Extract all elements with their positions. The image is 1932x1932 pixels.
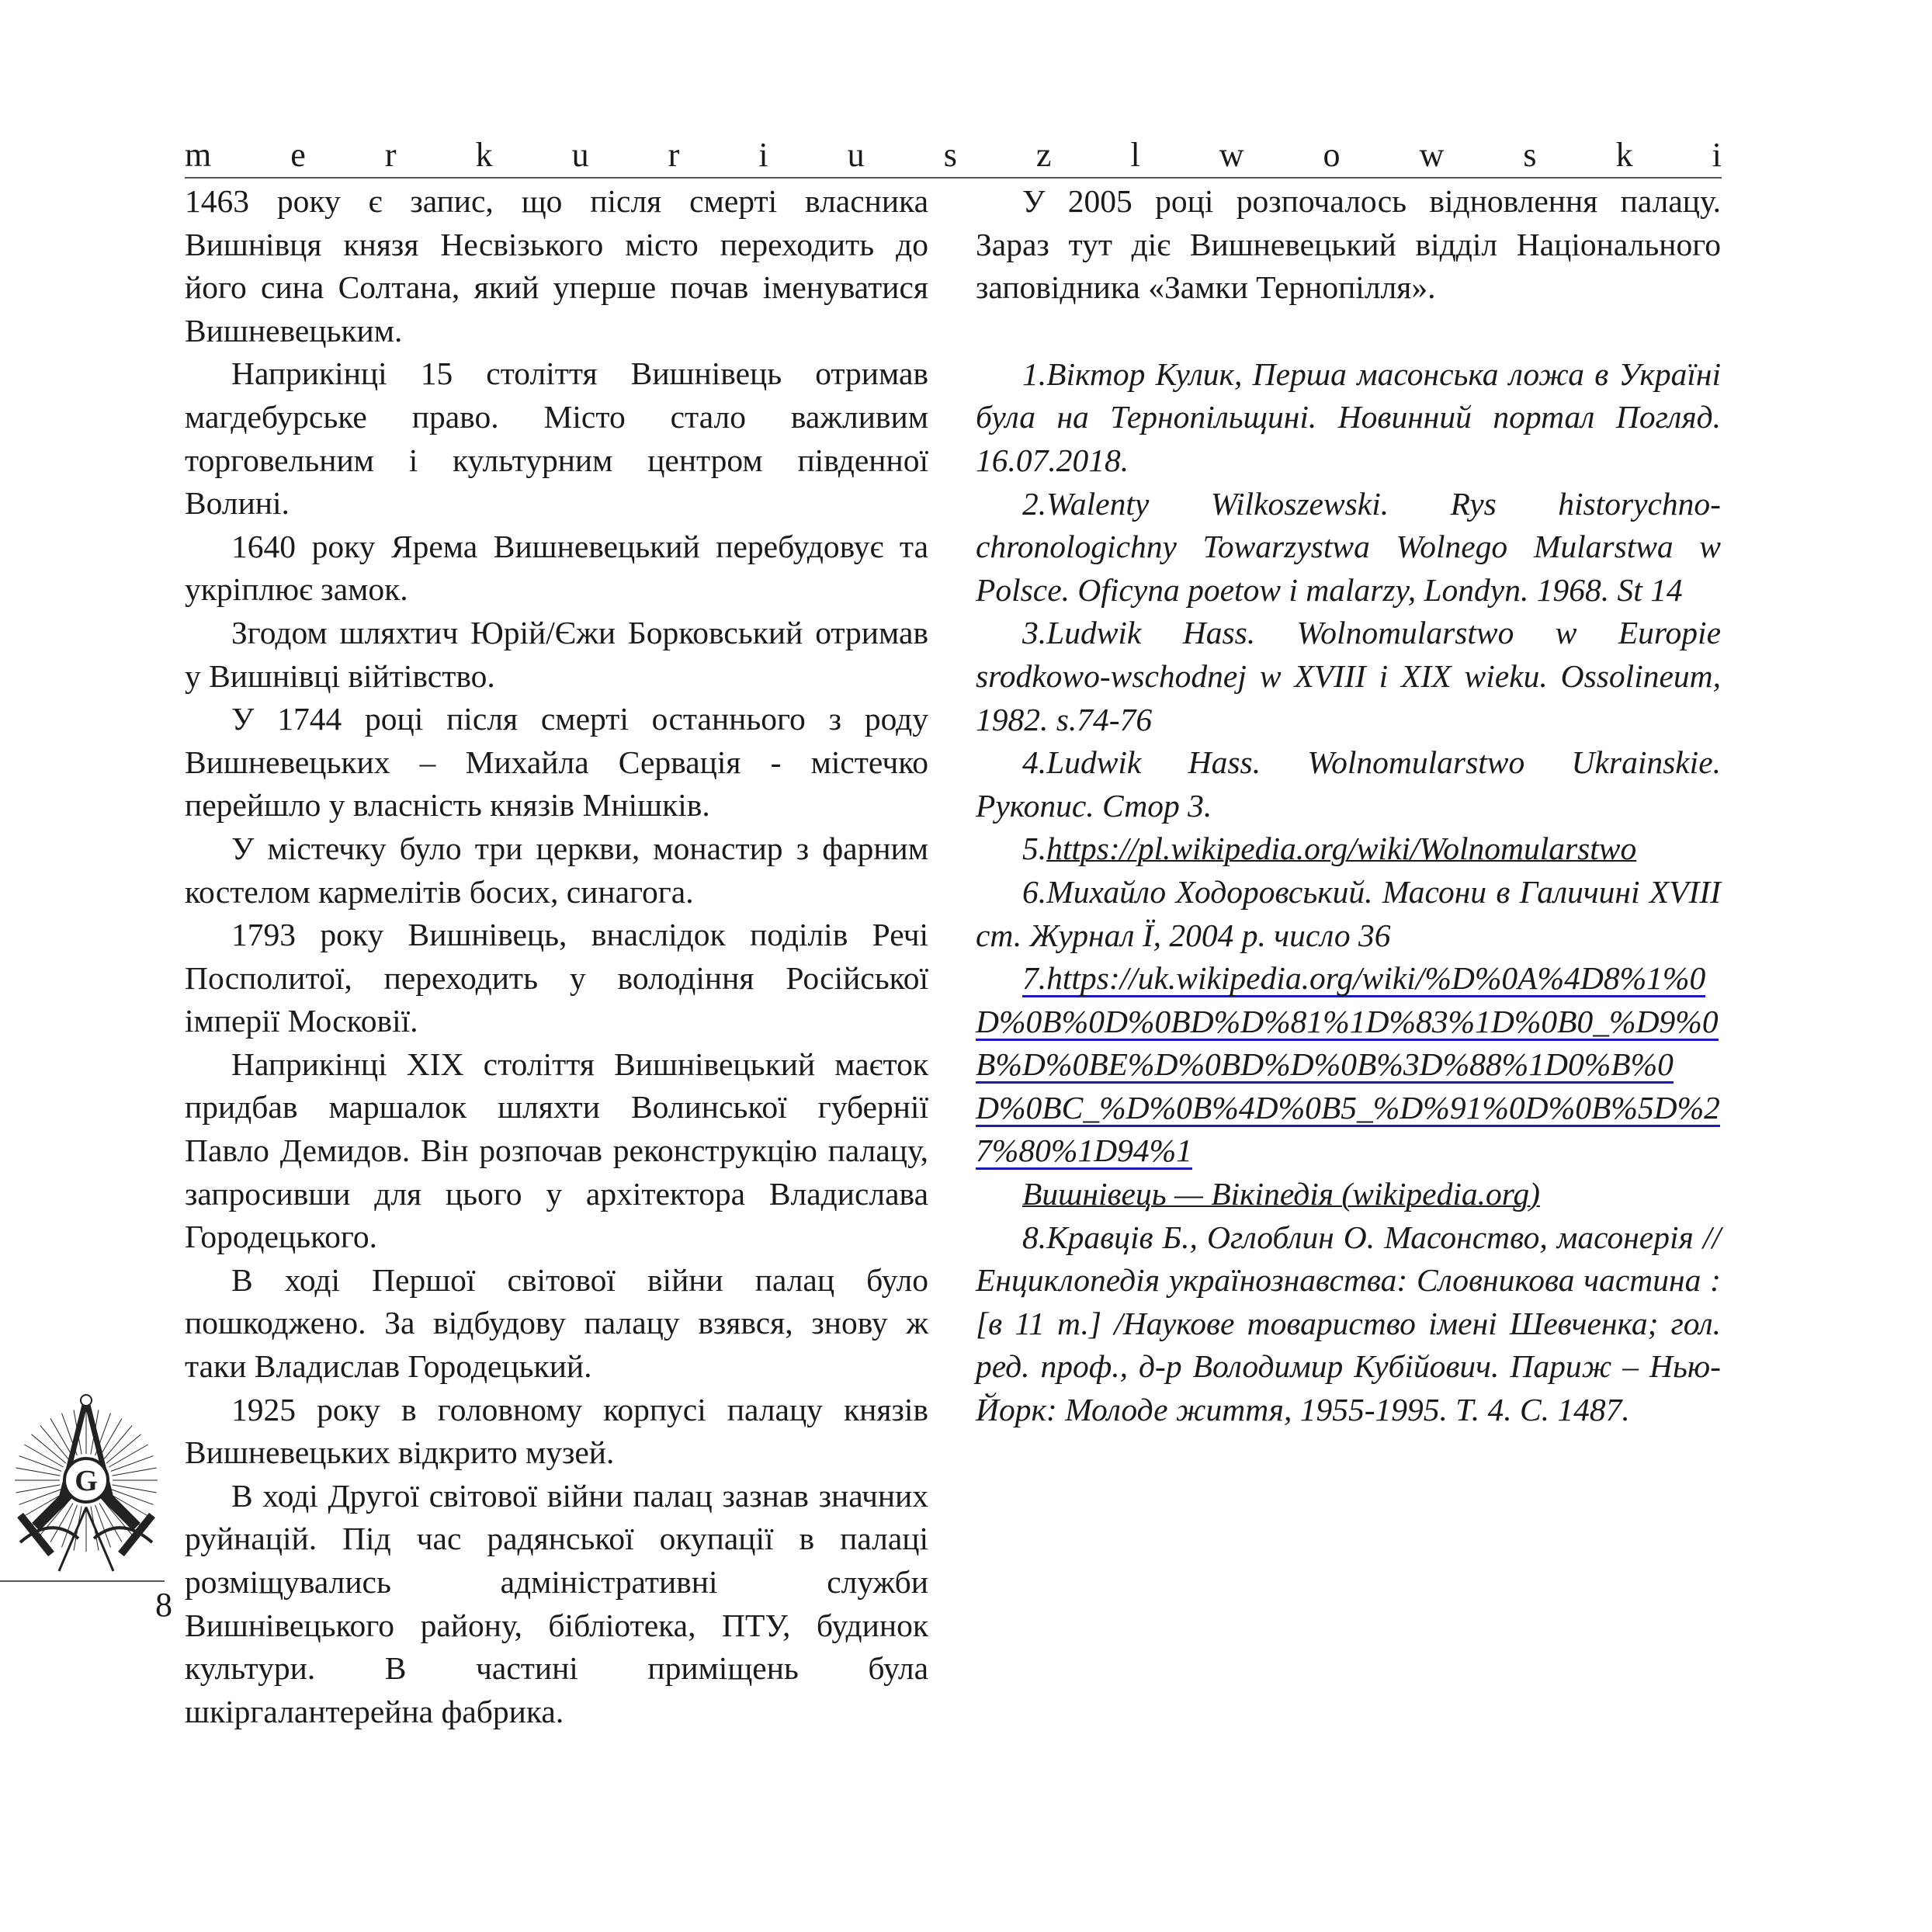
reference-item: 2.Walenty Wilkoszewski. Rys historychno-chronologichny Towarzystwa Wolnego Mularstwa w Polsce. Oficyna poetow i malarzy, Londyn. 1968. St 14 (976, 485, 1721, 608)
reference-item (976, 1173, 1721, 1216)
spacer (976, 310, 1721, 353)
paragraph: В ході Другої світової війни палац зазнав значних руйнацій. Під час радянської окупації в палаці розміщувались адміністративні служби Вишнівецького району, бібліотека, ПТУ, будинок культури. В частині приміщень була шкіргалантерейна фабрика. (185, 1477, 928, 1729)
reference-link[interactable]: Вишнівець — Вікіпедія (wikipedia.org) (1022, 1176, 1540, 1212)
header-letter: m (185, 136, 212, 174)
paragraph: У містечку було три церкви, монастир з фарним костелом кармелітів босих, синагога. (185, 830, 928, 910)
svg-text:G: G (75, 1465, 98, 1497)
reference-prefix: 5. (1022, 831, 1047, 867)
header-letter: e (290, 136, 306, 174)
header-letter: k (1615, 136, 1633, 174)
header-letter: l (1130, 136, 1140, 174)
reference-item: 6.Михайло Ходоровський. Масони в Галичині XVIII ст. Журнал Ї, 2004 р. число 36 (976, 873, 1721, 953)
header-letter: s (1523, 136, 1537, 174)
header-letter: k (475, 136, 493, 174)
paragraph: Наприкінці XIX століття Вишнівецький маєток придбав маршалок шляхти Волинської губернії Павло Демидов. Він розпочав реконструкцію палацу, запросивши для цього у архітектора Владислава Городецького. (185, 1046, 928, 1255)
reference-item (976, 957, 1721, 1173)
header-letter: o (1323, 136, 1341, 174)
paragraph: Наприкінці 15 століття Вишнівець отримав магдебурське право. Місто стало важливим торговельним і культурним центром південної Волині. (185, 356, 928, 522)
paragraph: 1793 року Вишнівець, внаслідок поділів Речі Посполитої, переходить у володіння Російської імперії Московії. (185, 917, 928, 1039)
header-letter: z (1035, 136, 1052, 174)
header-letter: r (384, 136, 397, 174)
header-letter: r (668, 136, 680, 174)
reference-item: 3.Ludwik Hass. Wolnomularstwo w Europie srodkowo-wschodnej w XVIII i XIX wieku. Ossolineum, 1982. s.74-76 (976, 615, 1721, 737)
reference-link[interactable]: https://pl.wikipedia.org/wiki/Wolnomularstwo (1046, 831, 1637, 867)
header-letter: i (1712, 136, 1722, 174)
reference-item: 8.Кравців Б., Оглоблин О. Масонство, масонерія // Енциклопедія українознавства: Словникова частина : [в 11 т.] /Наукове товариство імені Шевченка; гол. ред. проф., д-р Володимир Кубійович. Париж – Нью-Йорк: Молоде життя, 1955-1995. Т. 4. С. 1487. (976, 1219, 1721, 1428)
header-letter: u (571, 136, 589, 174)
header-letter: w (1219, 136, 1244, 174)
running-header (185, 130, 1722, 172)
header-letter: i (758, 136, 768, 174)
left-column (185, 180, 928, 1733)
reference-item (976, 827, 1721, 871)
header-letter: w (1419, 136, 1445, 174)
page-number: 8 (155, 1586, 172, 1624)
paragraph: Згодом шляхтич Юрій/Єжи Борковський отримав у Вишнівці війтівство. (185, 614, 928, 694)
reference-item: 1.Віктор Кулик, Перша масонська ложа в Україні була на Тернопільщині. Новинний портал Погляд. 16.07.2018. (976, 356, 1721, 478)
paragraph: 1463 року є запис, що після смерті власника Вишнівця князя Несвізького місто переходить до його сина Солтана, який уперше почав іменуватися Вишневецьким. (185, 183, 928, 349)
paragraph: 1640 року Ярема Вишневецький перебудовує та укріплює замок. (185, 528, 928, 608)
right-column (976, 180, 1721, 1432)
paragraph: У 2005 році розпочалось відновлення палацу. Зараз тут діє Вишневецький відділ Національного заповідника «Замки Тернопілля». (976, 183, 1721, 306)
paragraph: У 1744 році після смерті останнього з роду Вишневецьких – Михайла Сервація - містечко перейшло у власність князів Мнішків. (185, 701, 928, 824)
paragraph: 1925 року в головному корпусі палацу князів Вишневецьких відкрито музей. (185, 1391, 928, 1471)
reference-item: 4.Ludwik Hass. Wolnomularstwo Ukrainskie. Рукопис. Стор 3. (976, 744, 1721, 824)
header-letter: s (943, 136, 957, 174)
footer-rule (0, 1580, 165, 1582)
header-letter: u (847, 136, 865, 174)
header-rule (185, 177, 1722, 179)
references-list (976, 353, 1721, 1432)
reference-link[interactable]: 7.https://uk.wikipedia.org/wiki/%D%0A%4D8%1%0D%0B%0D%0BD%D%81%1D%83%1D%0B0_%D9%0B%D%0BE%D%0BD%D%0B%3D%88%1D0%B%0D%0BC_%D%0B%4D%0B5_%D%91%0D%0B%5D%27%80%1D94%1 (976, 960, 1720, 1169)
paragraph: В ході Першої світової війни палац було пошкоджено. За відбудову палацу взявся, знову ж таки Владислав Городецький. (185, 1261, 928, 1385)
masonic-square-compass-g-emblem-icon (5, 1391, 168, 1577)
